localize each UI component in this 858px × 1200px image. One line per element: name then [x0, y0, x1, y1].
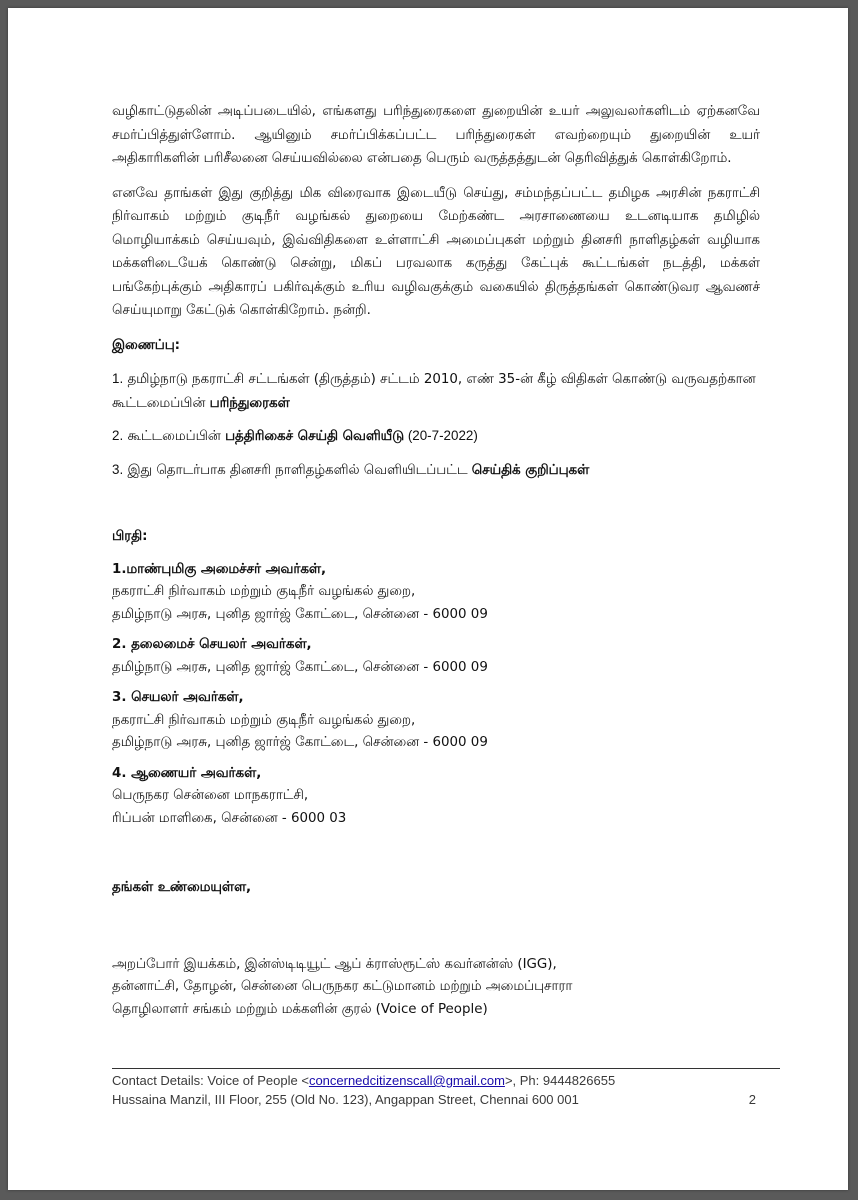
attachment-item: 2. கூட்டமைப்பின் பத்திரிகைச் செய்தி வெளியீடு (20-7-2022): [112, 428, 478, 444]
signatories: அறப்போர் இயக்கம், இன்ஸ்டிடியூட் ஆப் க்ராஸ்ரூட்ஸ் கவர்னன்ஸ் (IGG), தன்னாட்சி, தோழன், சென்னை பெருநகர கட்டுமானம் மற்றும் அமைப்புசாரா தொழிலாளர் சங்கம் மற்றும் மக்களின் குரல் (Voice of People): [112, 956, 573, 1017]
copy-recipient: 1.மாண்புமிகு அமைச்சர் அவர்கள், நகராட்சி நிர்வாகம் மற்றும் குடிநீர் வழங்கல் துறை, தமிழ்நாடு அரசு, புனித ஜார்ஜ் கோட்டை, சென்னை - 6000 09: [112, 559, 760, 627]
footer-divider: [112, 1068, 780, 1069]
letter-body: [112, 100, 760, 1021]
copy-recipient: 3. செயலர் அவர்கள், நகராட்சி நிர்வாகம் மற்றும் குடிநீர் வழங்கல் துறை, தமிழ்நாடு அரசு, புனித ஜார்ஜ் கோட்டை, சென்னை - 6000 09: [112, 687, 760, 755]
email-link[interactable]: concernedcitizenscall@gmail.com: [308, 1073, 505, 1088]
closing-salutation: தங்கள் உண்மையுள்ள,: [112, 880, 252, 895]
recipient-title: 1.மாண்புமிகு அமைச்சர் அவர்கள்,: [112, 561, 327, 577]
page-footer: [112, 1071, 756, 1109]
footer-address: Hussaina Manzil, III Floor, 255 (Old No. 123), Angappan Street, Chennai 600 001: [112, 1092, 579, 1107]
page-number: 2: [748, 1092, 756, 1107]
paragraph-2: எனவே தாங்கள் இது குறித்து மிக விரைவாக இடையீடு செய்து, சம்மந்தப்பட்ட தமிழக அரசின் நகராட்சி நிர்வாகம் மற்றும் குடிநீர் வழங்கல் துறையை மேற்கண்ட அரசாணையை உடனடியாக தமிழில் மொழியாக்கம் செய்யவும், இவ்விதிகளை உள்ளாட்சி அமைப்புகள் மற்றும் தினசரி நாளிதழ்கள் வழியாக மக்களிடையேக் கொண்டு சென்று, மிகப் பரவலாக கருத்து கேட்புக் கூட்டங்கள் நடத்தி, மக்கள் பங்கேற்புக்கும் அதிகாரப் பகிர்வுக்கும் உரிய வழிவகுக்கும் வகையில் திருத்தங்கள் கொண்டுவர ஆவணச் செய்யுமாறு கேட்டுக் கொள்கிறோம். நன்றி.: [112, 185, 760, 318]
attachment-item: 3. இது தொடர்பாக தினசரி நாளிதழ்களில் வெளியிடப்பட்ட செய்திக் குறிப்புகள்: [112, 461, 590, 478]
footer-contact: Contact Details: Voice of People <concernedcitizenscall@gmail.com>, Ph: 9444826655: [112, 1073, 616, 1088]
recipient-title: 2. தலைமைச் செயலர் அவர்கள்,: [112, 637, 312, 652]
paragraph-1: வழிகாட்டுதலின் அடிப்படையில், எங்களது பரிந்துரைகளை துறையின் உயர் அலுவலர்களிடம் ஏற்கனவே சமர்ப்பித்துள்ளோம். ஆயினும் சமர்ப்பிக்கப்பட்ட பரிந்துரைகள் எவற்றையும் துறையின் உயர் அதிகாரிகளின் பரிசீலனை செய்யவில்லை என்பதை பெரும் வருத்தத்துடன் தெரிவித்துக் கொள்கிறோம்.: [112, 104, 760, 166]
attachment-item: 1. தமிழ்நாடு நகராட்சி சட்டங்கள் (திருத்தம்) சட்டம் 2010, எண் 35-ன் கீழ் விதிகள் கொண்டு வருவதற்கான கூட்டமைப்பின் பரிந்துரைகள்: [112, 371, 756, 411]
document-page: [8, 8, 848, 1190]
attachments-heading: இணைப்பு:: [112, 337, 181, 353]
recipient-title: 3. செயலர் அவர்கள்,: [112, 690, 244, 705]
copy-recipient: 4. ஆணையர் அவர்கள், பெருநகர சென்னை மாநகராட்சி, ரிப்பன் மாளிகை, சென்னை - 6000 03: [112, 763, 760, 831]
copy-recipient: 2. தலைமைச் செயலர் அவர்கள், தமிழ்நாடு அரசு, புனித ஜார்ஜ் கோட்டை, சென்னை - 6000 09: [112, 634, 760, 679]
recipient-title: 4. ஆணையர் அவர்கள்,: [112, 765, 262, 781]
copy-heading: பிரதி:: [112, 529, 148, 544]
